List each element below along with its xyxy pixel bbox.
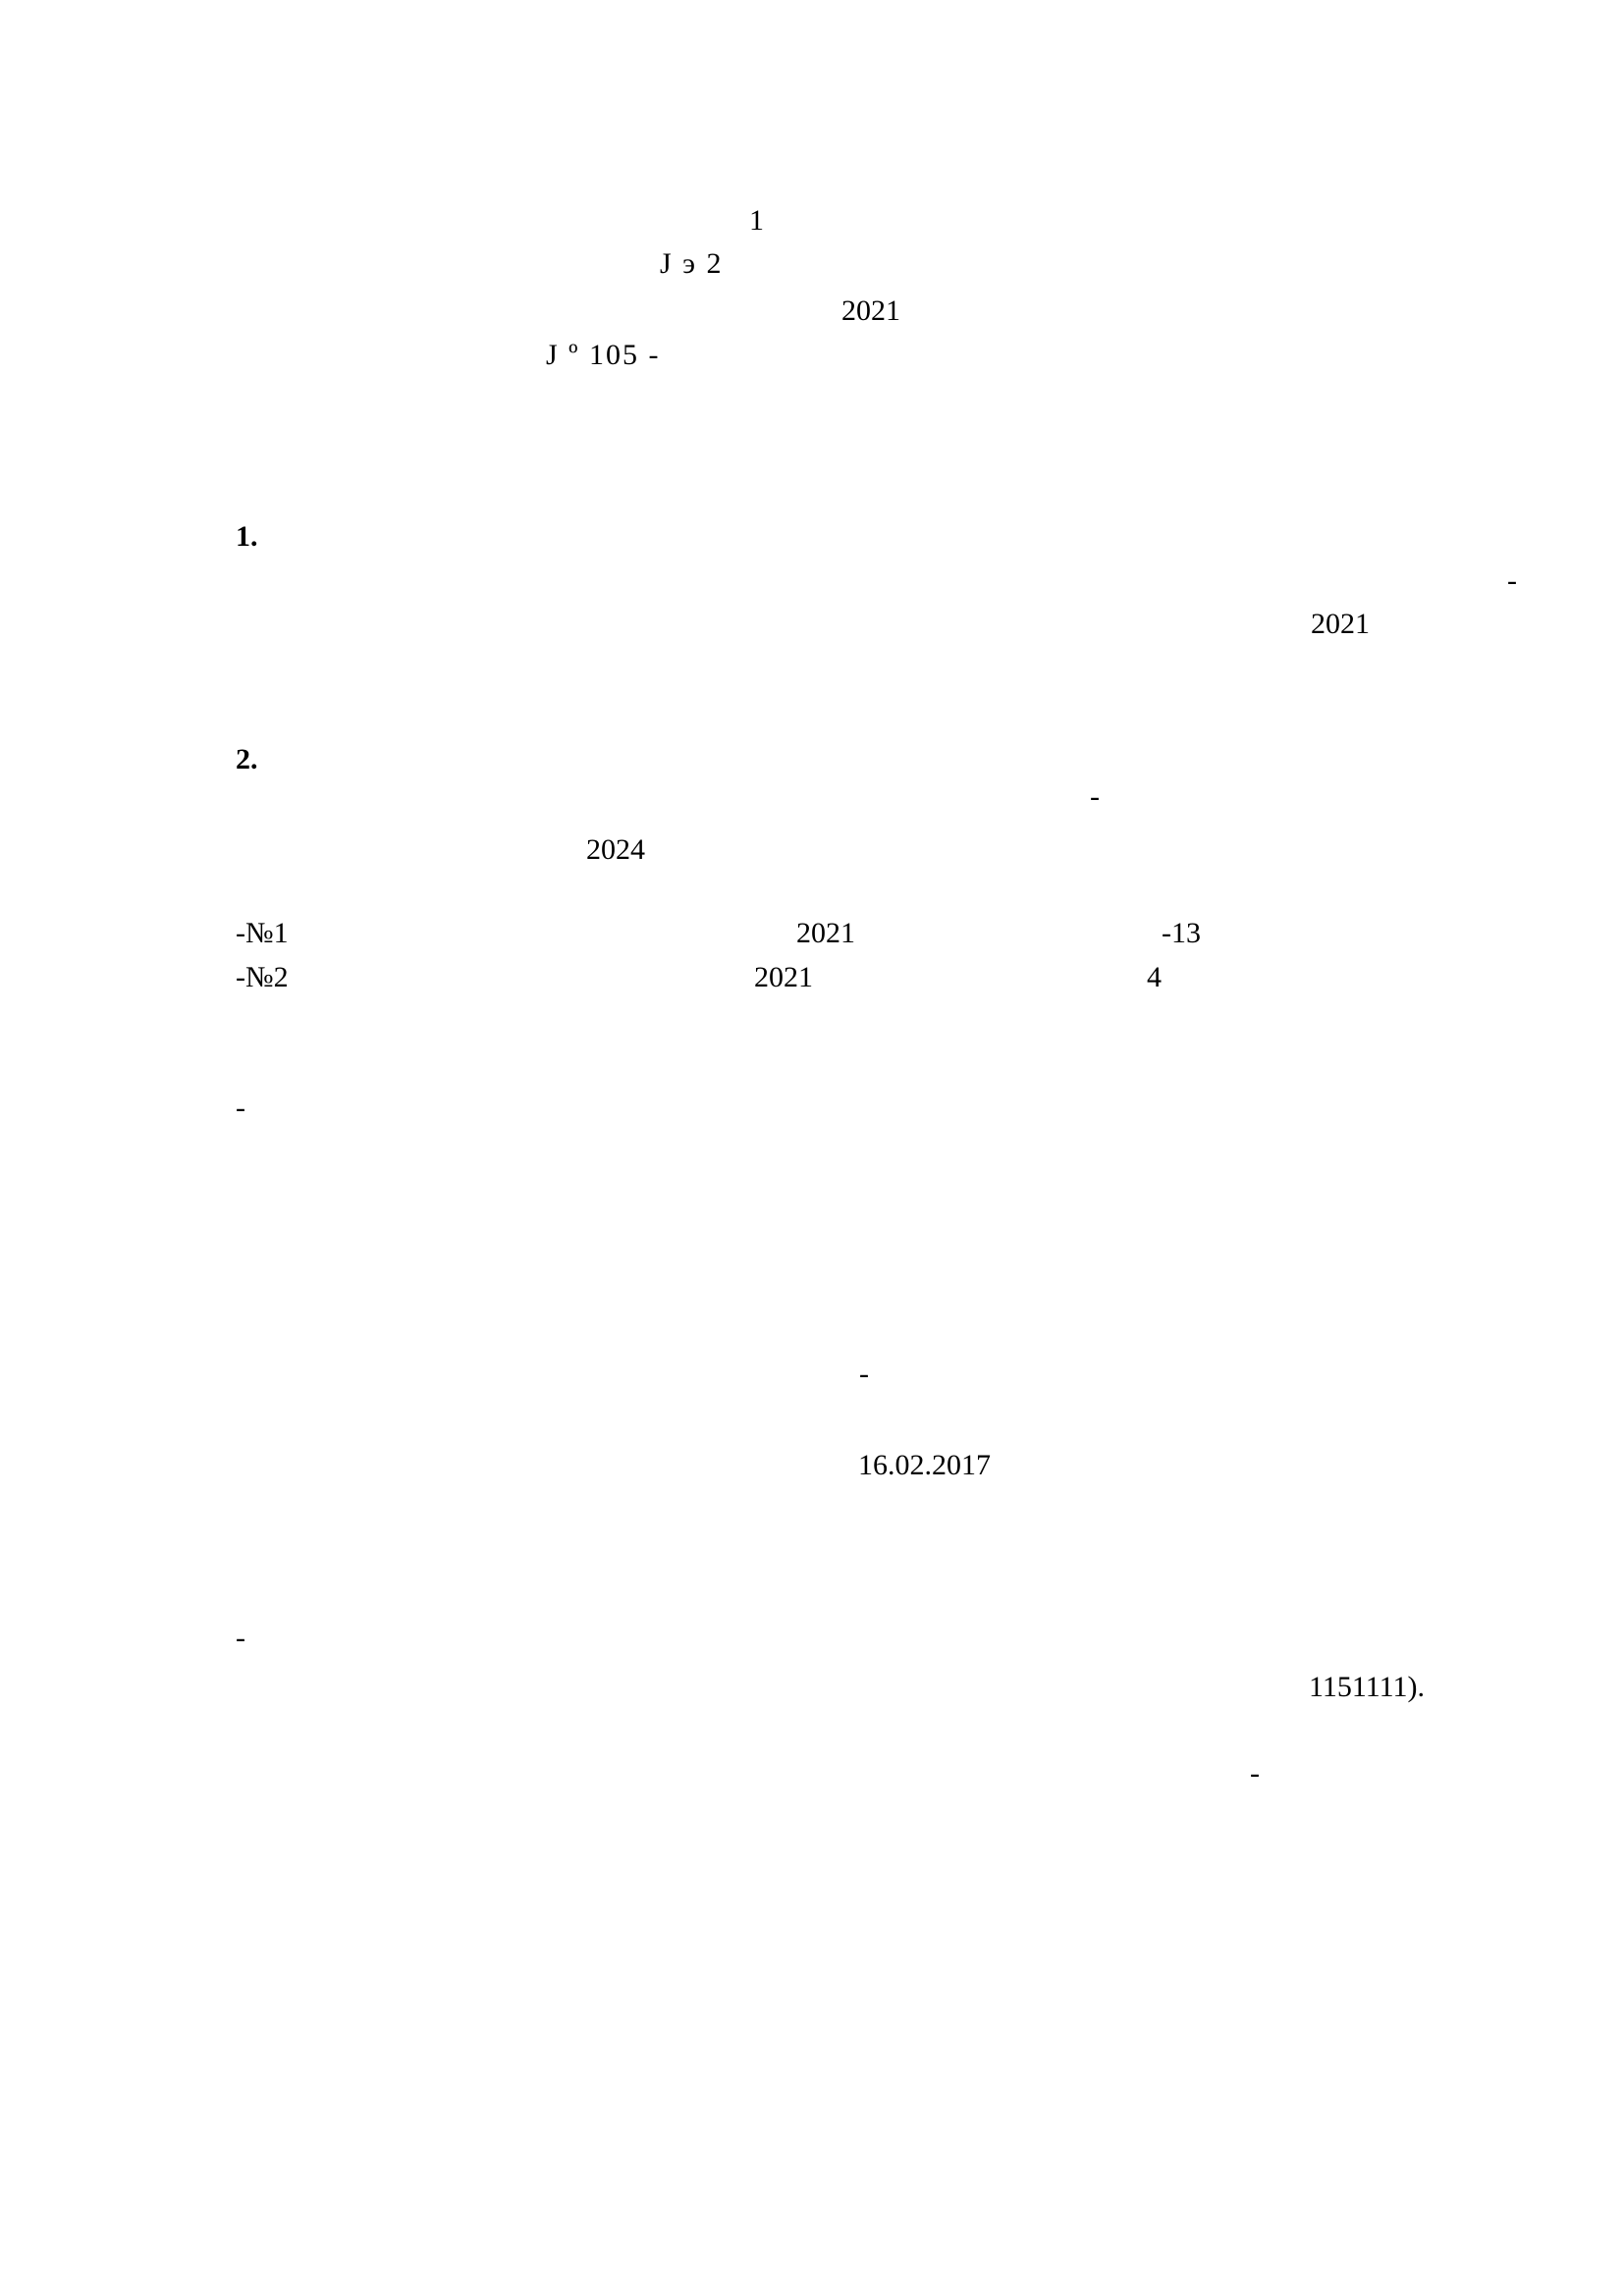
block-1-date: 16.02.2017 (858, 1449, 991, 1481)
list-item-1-year: 2021 (796, 917, 855, 949)
header-year: 2021 (841, 294, 900, 327)
section-2-year: 2024 (586, 833, 645, 866)
header-line-2: Ј э 2 (660, 247, 724, 280)
section-1-year: 2021 (1311, 608, 1370, 640)
section-1-number: 1. (236, 520, 258, 553)
block-2-dash: - (236, 1622, 245, 1654)
header-line-1: 1 (749, 204, 764, 237)
list-item-1-marker: -№1 (236, 917, 289, 949)
section-2-number: 2. (236, 743, 258, 775)
block-2-code: 1151111). (1309, 1671, 1426, 1703)
list-item-2-tail: 4 (1147, 961, 1162, 993)
list-item-1-tail: -13 (1162, 917, 1201, 949)
section-2-dash: - (1090, 780, 1100, 813)
block-1-dash: - (236, 1092, 245, 1124)
block-1-mid-dash: - (859, 1358, 869, 1390)
list-item-2-year: 2021 (754, 961, 813, 993)
block-2-mid-dash: - (1250, 1757, 1260, 1789)
header-number: Ј º 105 - (546, 339, 661, 371)
list-item-2-marker: -№2 (236, 961, 289, 993)
section-1-dash: - (1507, 564, 1517, 597)
